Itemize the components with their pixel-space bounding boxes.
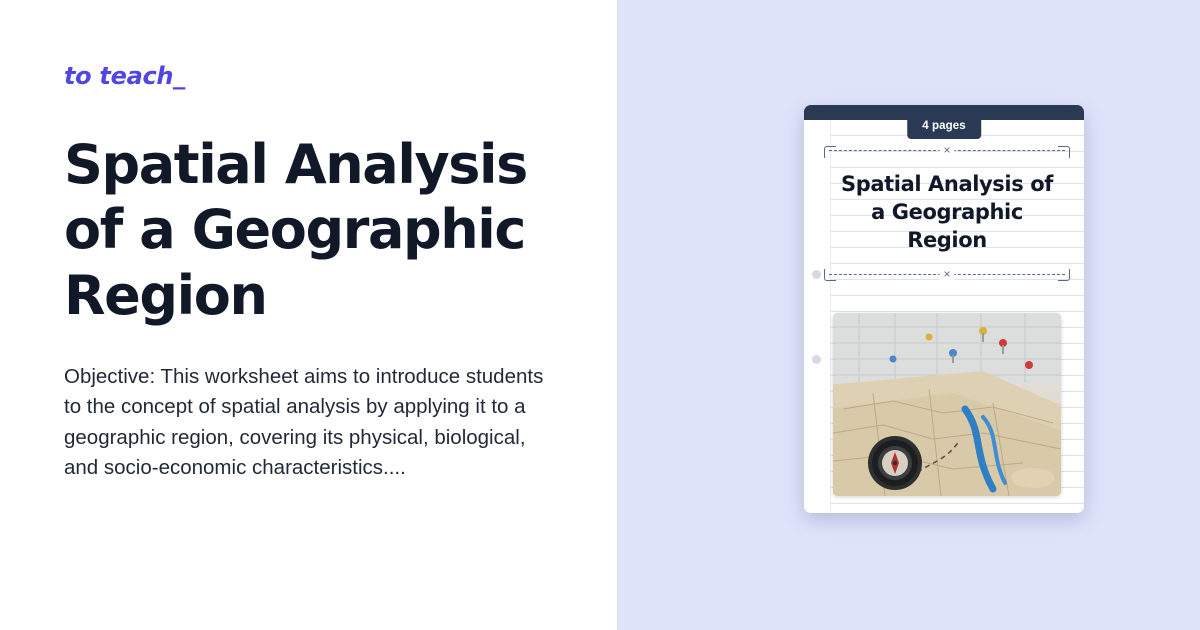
corner-bracket-icon — [1058, 269, 1070, 281]
preview-panel — [617, 0, 1200, 630]
cross-icon: × — [939, 143, 954, 157]
page-description: Objective: This worksheet aims to introduce students to the concept of spatial analysis by applying it to a geographic region, covering its physical, biological, and socio-economic characteristics.... — [64, 364, 544, 479]
map-compass-illustration — [833, 313, 1061, 496]
worksheet-preview-card[interactable] — [804, 105, 1084, 513]
brand-logo[interactable]: to teach_ — [64, 62, 185, 90]
corner-bracket-icon — [824, 269, 836, 281]
cross-icon: × — [939, 267, 954, 281]
sheet-margin-strip — [804, 120, 831, 513]
worksheet-thumbnail-image — [833, 313, 1061, 496]
binder-hole-icon — [812, 355, 821, 364]
corner-bracket-icon — [1058, 146, 1070, 158]
page-count-badge: 4 pages — [907, 114, 981, 139]
binder-hole-icon — [812, 270, 821, 279]
page-title: Spatial Analysis of a Geographic Region — [64, 133, 527, 327]
title-divider-bottom — [829, 266, 1065, 281]
sheet-title: Spatial Analysis of a Geographic Region — [841, 172, 1053, 252]
sheet-title-frame — [829, 143, 1065, 281]
title-divider-top — [829, 143, 1065, 157]
corner-bracket-icon — [824, 146, 836, 158]
